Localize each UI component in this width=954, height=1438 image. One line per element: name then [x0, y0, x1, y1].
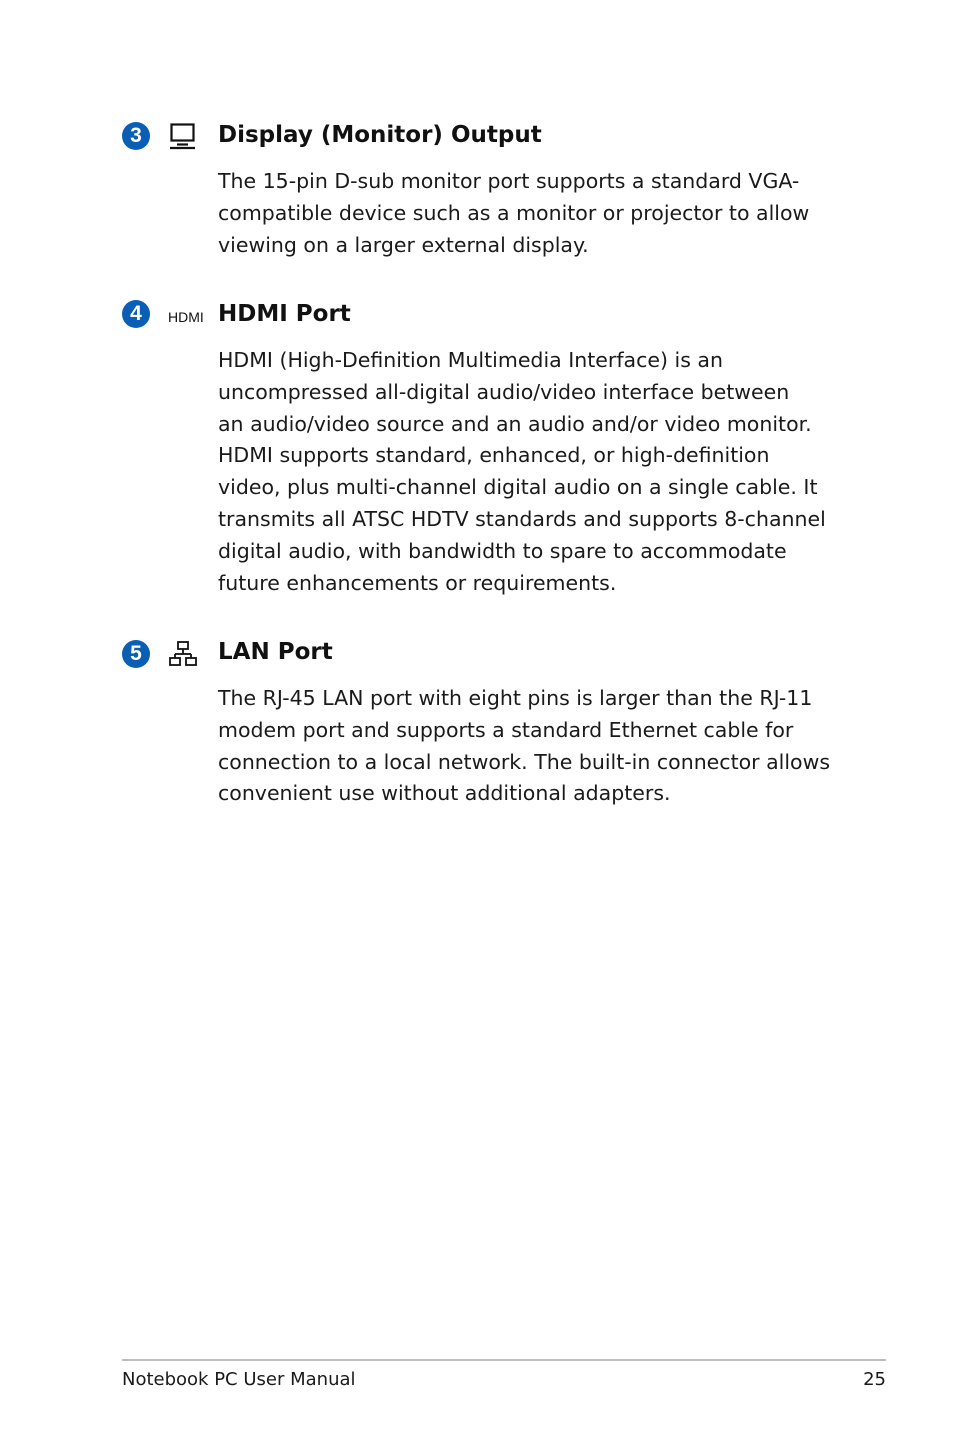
page-number: 25 — [863, 1369, 886, 1390]
section-body — [218, 345, 848, 599]
body-line: The 15-pin D-sub monitor port supports a standard VGA- — [218, 169, 800, 193]
body-line: HDMI supports standard, enhanced, or high-definition — [218, 443, 770, 468]
section-heading: Display (Monitor) Output — [218, 122, 542, 148]
section-body — [218, 683, 848, 810]
lan-network-icon — [168, 639, 204, 669]
body-line: connection to a local network. The built-in connector allows — [218, 749, 831, 774]
section-heading: LAN Port — [218, 639, 333, 665]
body-line: compatible device such as a monitor or projector to allow — [218, 200, 810, 225]
body-line: future enhancements or requirements. — [218, 570, 617, 595]
section-body — [218, 166, 848, 261]
number-badge: 5 — [122, 640, 150, 668]
footer-manual-title: Notebook PC User Manual — [122, 1369, 356, 1390]
body-line: The RJ-45 LAN port with eight pins is larger than the RJ-11 — [218, 686, 813, 710]
monitor-icon — [168, 121, 204, 151]
footer-divider — [122, 1359, 886, 1361]
body-line: digital audio, with bandwidth to spare to accommodate — [218, 538, 787, 563]
body-line: video, plus multi-channel digital audio on a single cable. It — [218, 475, 818, 500]
body-line: uncompressed all-digital audio/video interface between — [218, 379, 790, 404]
body-line: modem port and supports a standard Ethernet cable for — [218, 717, 794, 742]
body-line: convenient use without additional adapters. — [218, 781, 671, 806]
body-line: HDMI (High-Definition Multimedia Interface) is an — [218, 348, 723, 372]
section-heading: HDMI Port — [218, 301, 351, 327]
number-badge: 4 — [122, 300, 150, 328]
body-line: transmits all ATSC HDTV standards and supports 8-channel — [218, 506, 826, 531]
number-badge: 3 — [122, 122, 150, 150]
body-line: an audio/video source and an audio and/or video monitor. — [218, 411, 812, 436]
body-line: viewing on a larger external display. — [218, 232, 589, 257]
hdmi-icon: HDMI — [168, 309, 204, 325]
